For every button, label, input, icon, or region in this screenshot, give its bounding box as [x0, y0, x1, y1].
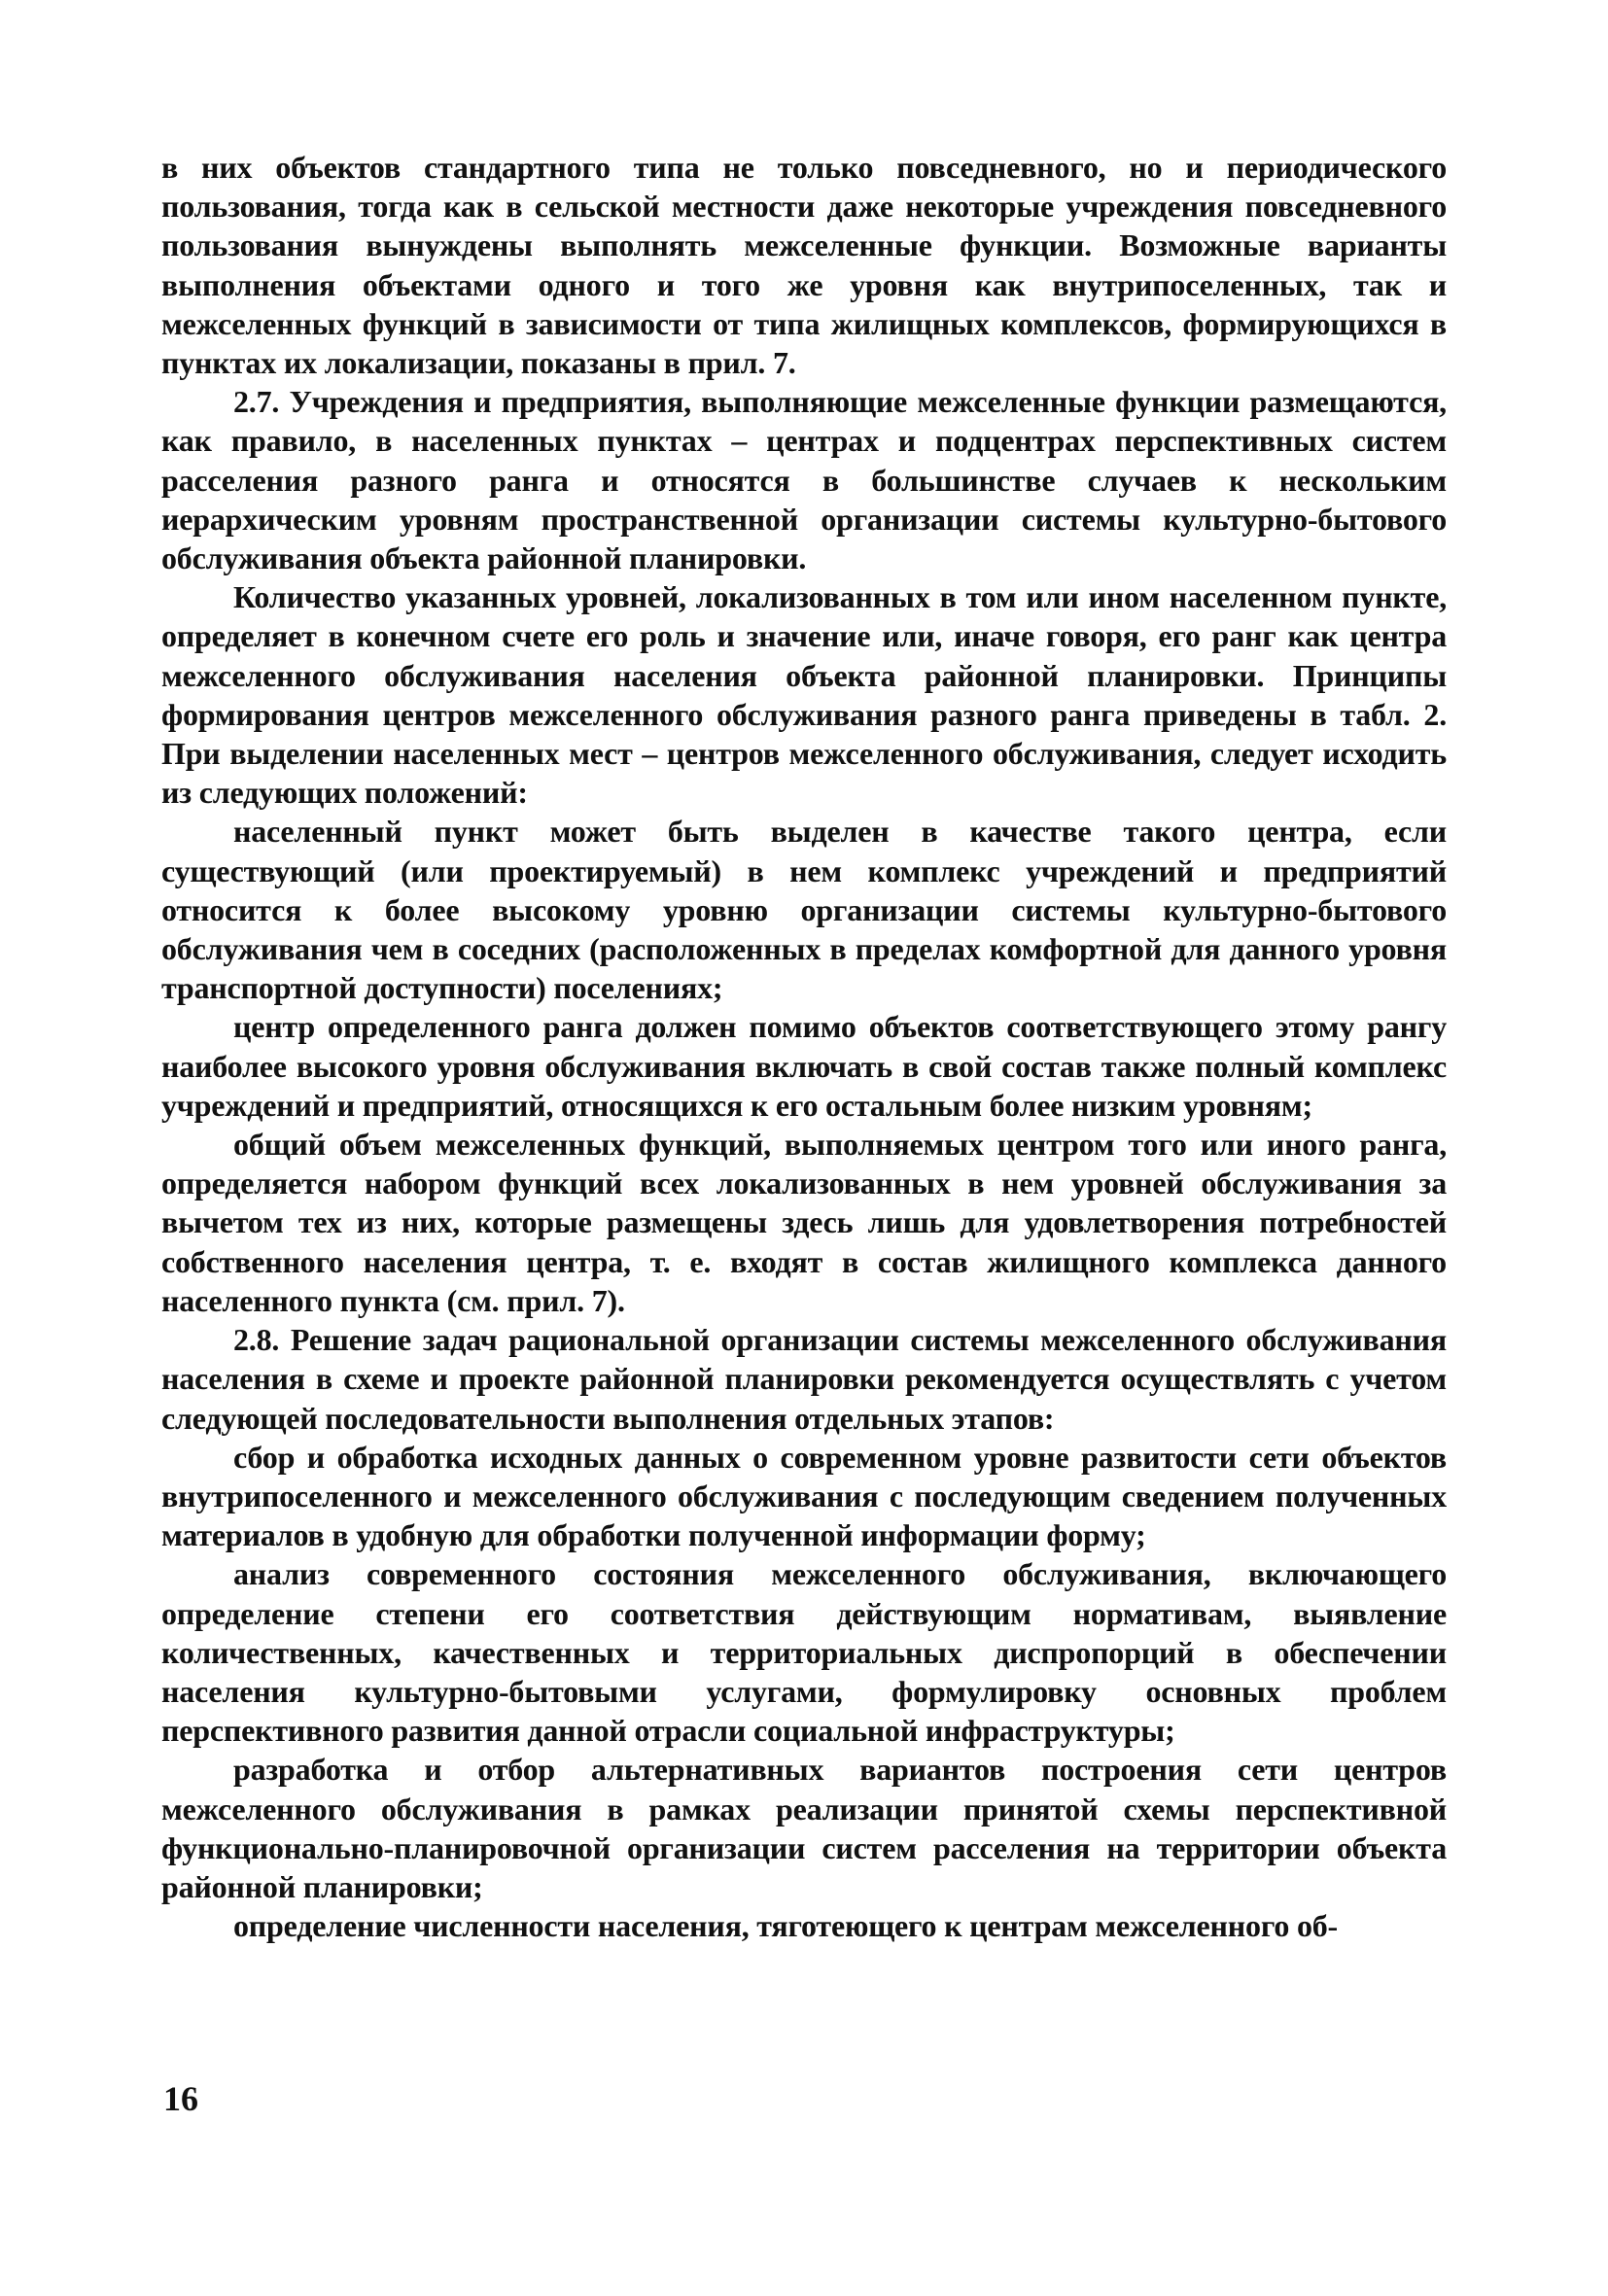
- list-item-center-rank: центр определенного ранга должен помимо объектов соответствующего этому рангу наиболее высокого уровня обслуживания включать в свой состав также полный комплекс учреждений и предприятий, относящихся к его остальным более низким уровням;: [161, 1009, 1447, 1123]
- list-item-data-collection: сбор и обработка исходных данных о современном уровне развитости сети объектов внутрипоселенного и межселенного обслуживания с последующим сведением полученных материалов в удобную для обработки полученной информации форму;: [161, 1439, 1447, 1553]
- list-item-functions-volume: общий объем межселенных функций, выполняемых центром того или иного ранга, определяется набором функций всех локализованных в нем уровней обслуживания за вычетом тех из них, которые размещены здесь лишь для удовлетворения потребностей собственного населения центра, т. е. входят в состав жилищного комплекса данного населенного пункта (см. прил. 7).: [161, 1127, 1447, 1318]
- list-item-center-selection: населенный пункт может быть выделен в качестве такого центра, если существующий (или проектируемый) в нем комплекс учреждений и предприятий относится к более высокому уровню организации системы культурно-бытового обслуживания чем в соседних (расположенных в пределах комфортной для данного уровня транспортной доступности) поселениях;: [161, 814, 1447, 1006]
- list-item-analysis: анализ современного состояния межселенного обслуживания, включающего определение степени его соответствия действующим нормативам, выявление количественных, качественных и территориальных диспропорций в обеспечении населения культурно-бытовыми услугами, формулировку основных проблем перспективного развития данной отрасли социальной инфраструктуры;: [161, 1556, 1447, 1749]
- page-number: 16: [163, 2079, 198, 2118]
- list-item-alternatives: разработка и отбор альтернативных вариантов построения сети центров межселенного обслуживания в рамках реализации принятой схемы перспективной функционально-планировочной организации систем расселения на территории объекта районной планировки;: [161, 1752, 1447, 1904]
- paragraph-2-8: 2.8. Решение задач рациональной организации системы межселенного обслуживания населения в схеме и проекте районной планировки рекомендуется осуществлять с учетом следующей последовательности выполнения отдельных этапов:: [161, 1322, 1447, 1436]
- paragraph-levels-count: Количество указанных уровней, локализованных в том или ином населенном пункте, определяет в конечном счете его роль и значение или, иначе говоря, его ранг как центра межселенного обслуживания населения объекта районной планировки. Принципы формирования центров межселенного обслуживания разного ранга приведены в табл. 2. При выделении населенных мест – центров межселенного обслуживания, следует исходить из следующих положений:: [161, 579, 1447, 811]
- list-item-population: определение численности населения, тяготеющего к центрам межселенного об-: [233, 1908, 1339, 1944]
- paragraph-2-7: 2.7. Учреждения и предприятия, выполняющие межселенные функции размещаются, как правило, в населенных пунктах – центрах и подцентрах перспективных систем расселения разного ранга и относятся в большинстве случаев к нескольким иерархическим уровням пространственной организации системы культурно-бытового обслуживания объекта районной планировки.: [161, 384, 1447, 576]
- paragraph-continuation: в них объектов стандартного типа не только повседневного, но и периодического пользования, тогда как в сельской местности даже некоторые учреждения повседневного пользования вынуждены выполнять межселенные функции. Возможные варианты выполнения объектами одного и того же уровня как внутрипоселенных, так и межселенных функций в зависимости от типа жилищных комплексов, формирующихся в пунктах их локализации, показаны в прил. 7.: [161, 150, 1447, 381]
- body-text: [161, 148, 1447, 1945]
